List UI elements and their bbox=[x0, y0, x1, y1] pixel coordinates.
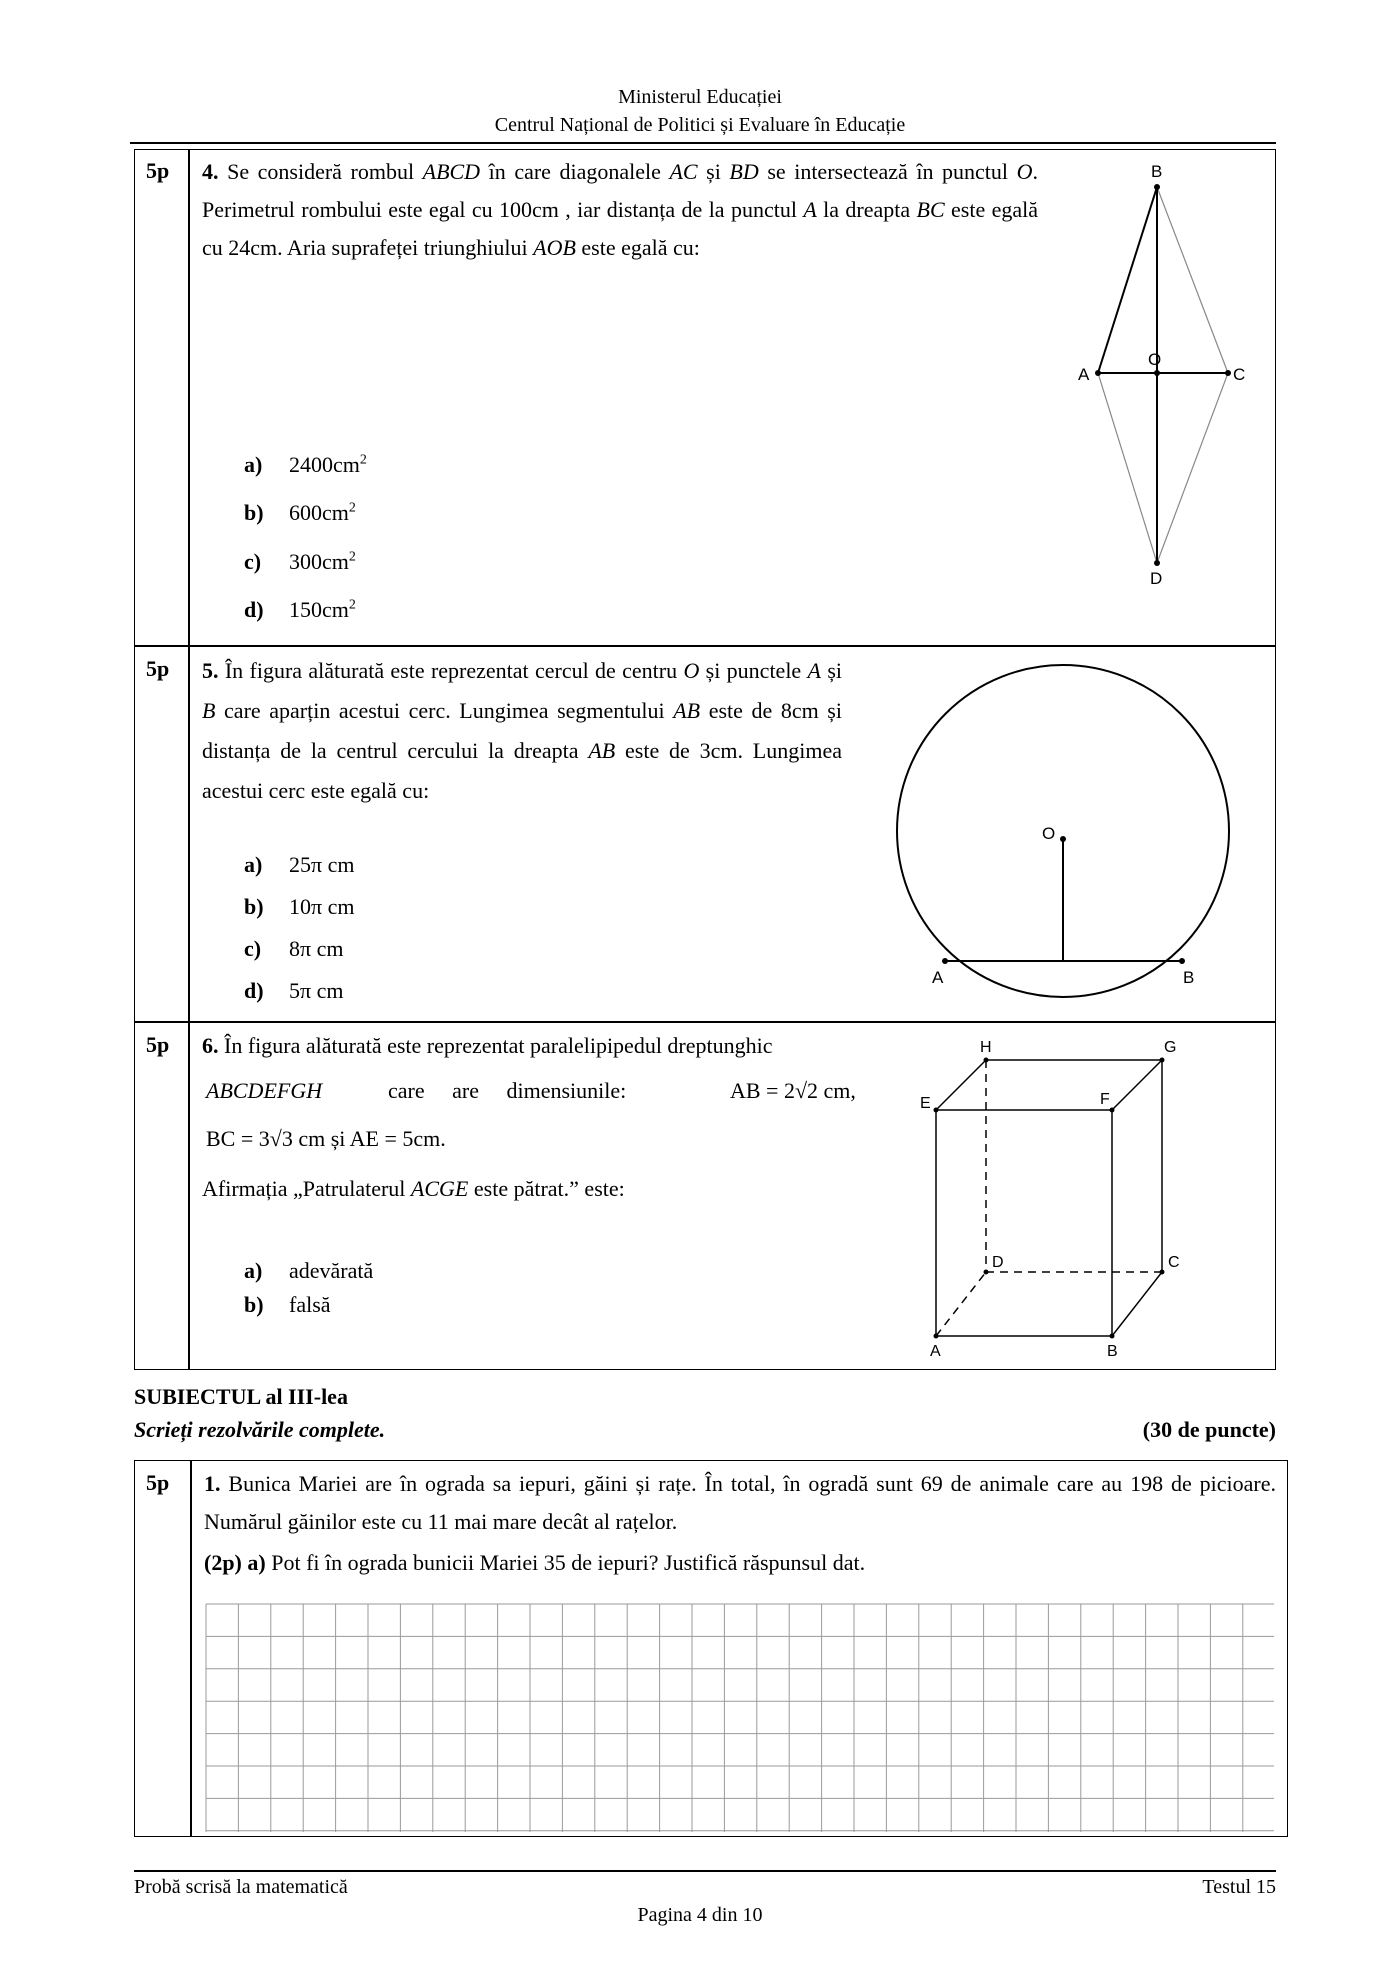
footer-rule bbox=[134, 1870, 1276, 1872]
q6-line1: 6. În figura alăturată este reprezentat paralelipipedul dreptunghic bbox=[202, 1033, 773, 1058]
option-letter: b) bbox=[244, 500, 264, 525]
s3q1-points: 5p bbox=[146, 1470, 170, 1495]
label-A: A bbox=[930, 1343, 941, 1360]
label-B: B bbox=[1151, 162, 1163, 181]
header-ministry: Ministerul Educației bbox=[618, 86, 782, 108]
s3q1-part-a bbox=[204, 1550, 865, 1576]
label-F: F bbox=[1100, 1091, 1110, 1108]
q6-solid-name: ABCDEFGH bbox=[206, 1078, 323, 1103]
option-letter: c) bbox=[244, 549, 262, 574]
label-H: H bbox=[980, 1039, 992, 1056]
q5-option-c[interactable]: c) 8π cm bbox=[244, 936, 344, 961]
option-letter: d) bbox=[244, 597, 264, 622]
label-C: C bbox=[1233, 365, 1246, 384]
footer-test: Testul 15 bbox=[1202, 1876, 1276, 1898]
header-rule bbox=[130, 142, 1276, 144]
q6-points: 5p bbox=[146, 1032, 170, 1057]
footer-page: Pagina 4 din 10 bbox=[637, 1904, 763, 1926]
q6-statement: Afirmația „Patrulaterul ACGE este pătrat.” este: bbox=[202, 1176, 625, 1201]
q5-number: 5. bbox=[202, 658, 219, 683]
subject3-instruction: Scrieți rezolvările complete. bbox=[134, 1417, 386, 1442]
label-O: O bbox=[1042, 824, 1056, 843]
q5-circle-figure bbox=[880, 655, 1260, 1015]
label-A: A bbox=[932, 968, 944, 987]
q5-option-a[interactable]: a) 25π cm bbox=[244, 852, 355, 877]
label-C: C bbox=[1168, 1254, 1180, 1271]
s3q1-part-text: Pot fi în ograda bunicii Mariei 35 de iepuri? Justifică răspunsul dat. bbox=[271, 1550, 866, 1575]
q5-text: În figura alăturată este reprezentat cercul de centru O și punctele A și B care aparțin acestui cerc. Lungimea segmentului AB este de 8cm și distanța de la centrul cercului la dreapta AB este de 3cm. Lungimea acestui cerc este egală cu: bbox=[202, 658, 843, 803]
q6-dim-bc-ae: BC = 3√3 cm și AE = 5cm. bbox=[206, 1126, 446, 1151]
label-A: A bbox=[1078, 365, 1090, 384]
label-E: E bbox=[920, 1095, 931, 1112]
q5-option-d[interactable]: d) 5π cm bbox=[244, 978, 344, 1003]
q4-option-d[interactable]: d) $150cm^2$ bbox=[244, 597, 356, 622]
q6-number: 6. bbox=[202, 1033, 219, 1058]
q5-option-b[interactable]: b) 10π cm bbox=[244, 894, 355, 919]
q4-text: Se consideră rombul ABCD în care diagonalele AC și BD se intersectează în punctul O. Perimetrul rombului este egal cu 100cm , iar distanța de la punctul A la dreapta BC este egală cu 24cm. Aria suprafeței triunghiului AOB este egală cu: bbox=[202, 159, 1039, 260]
q6-dim-ab: AB = 2√2 cm, bbox=[730, 1078, 856, 1103]
option-letter: c) bbox=[244, 936, 262, 961]
option-letter: a) bbox=[244, 852, 263, 877]
answer-grid[interactable] bbox=[204, 1602, 1276, 1834]
q4-number: 4. bbox=[202, 159, 219, 184]
option-letter: b) bbox=[244, 1292, 264, 1317]
option-letter: d) bbox=[244, 978, 264, 1003]
q5-points: 5p bbox=[146, 656, 170, 681]
label-O: O bbox=[1148, 350, 1162, 369]
q6-option-a[interactable]: a) adevărată bbox=[244, 1258, 374, 1283]
q4-rhombus-figure bbox=[1060, 155, 1270, 595]
s3q1-text: Bunica Mariei are în ograda sa iepuri, găini și rațe. În total, în ogradă sunt 69 de animale care au 198 de picioare. Numărul găinilor este cu 11 mai mare decât al rațelor. bbox=[204, 1471, 1277, 1534]
label-B: B bbox=[1183, 968, 1195, 987]
label-D: D bbox=[992, 1254, 1004, 1271]
option-letter: a) bbox=[244, 452, 263, 477]
label-G: G bbox=[1164, 1039, 1177, 1056]
subject3-title: SUBIECTUL al III-lea bbox=[134, 1384, 348, 1409]
option-letter: a) bbox=[244, 1258, 263, 1283]
q6-cuboid-figure bbox=[910, 1030, 1250, 1360]
label-D: D bbox=[1150, 569, 1163, 588]
header-center: Centrul Național de Politici și Evaluare în Educație bbox=[494, 114, 906, 136]
q4-statement bbox=[202, 153, 1038, 267]
option-letter: b) bbox=[244, 894, 264, 919]
q4-option-a[interactable]: a) $2400cm^2$ bbox=[244, 452, 367, 477]
label-B: B bbox=[1107, 1343, 1118, 1360]
s3q1-statement bbox=[204, 1465, 1276, 1541]
q6-dimensions-intro: care are dimensiunile: bbox=[388, 1078, 627, 1103]
q4-points: 5p bbox=[146, 158, 170, 183]
q4-option-c[interactable]: c) $300cm^2$ bbox=[244, 549, 356, 574]
q5-statement bbox=[202, 651, 842, 811]
s3q1-points-divider bbox=[190, 1460, 192, 1837]
s3q1-number: 1. bbox=[204, 1471, 221, 1496]
q6-option-b[interactable]: b) falsă bbox=[244, 1292, 331, 1317]
s3q1-part-label: (2p) a) bbox=[204, 1550, 266, 1575]
subject3-points: (30 de puncte) bbox=[1142, 1417, 1276, 1442]
q4-option-b[interactable]: b) $600cm^2$ bbox=[244, 500, 356, 525]
footer-subject: Probă scrisă la matematică bbox=[134, 1876, 348, 1898]
